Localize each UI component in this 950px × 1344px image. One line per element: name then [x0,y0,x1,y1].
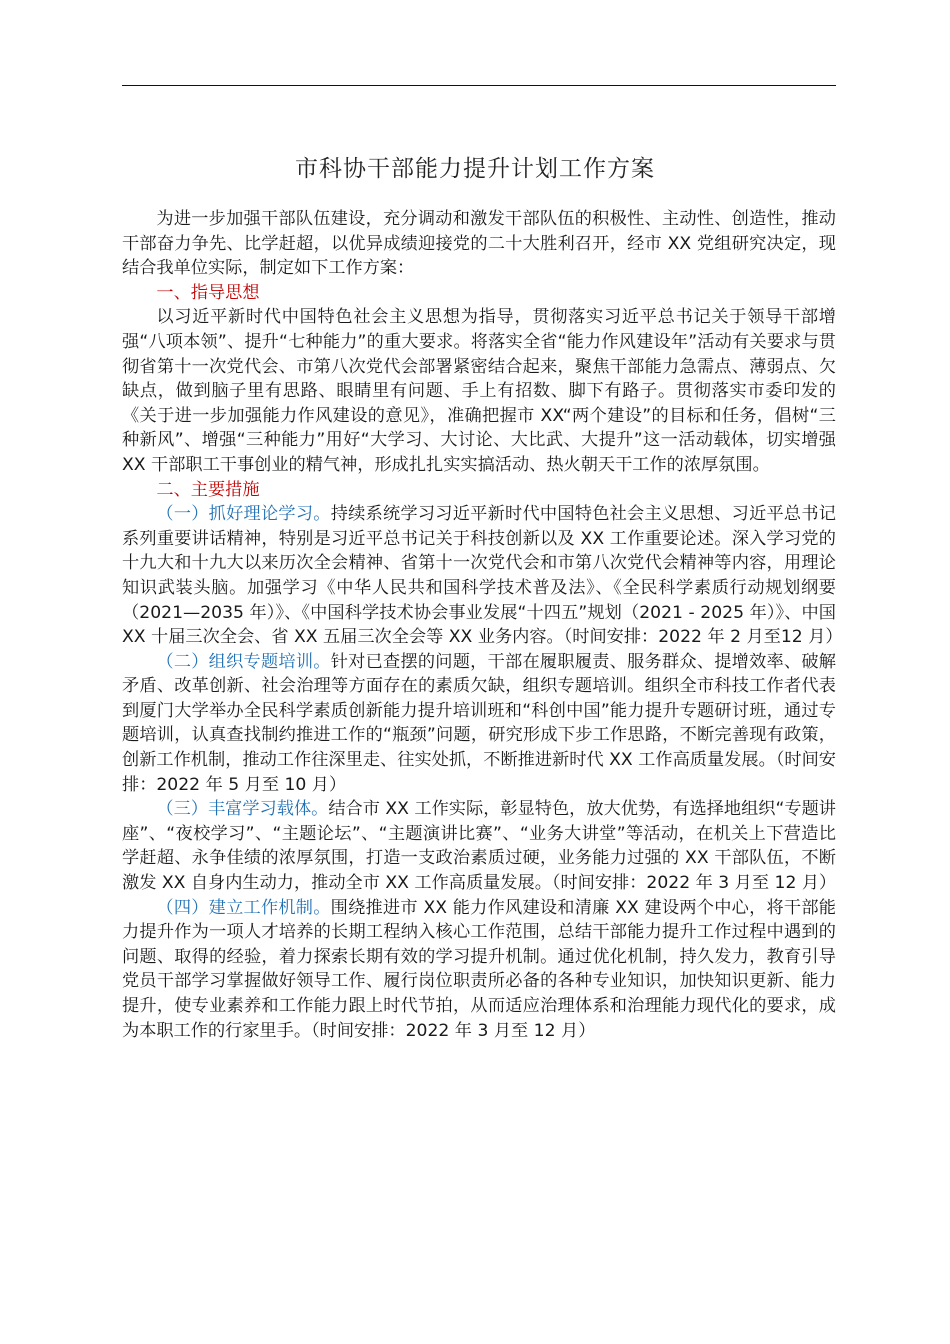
header-rule [122,85,836,86]
measure-label: （三）丰富学习载体。 [156,799,329,820]
section-heading-guiding: 一、指导思想 [156,282,260,303]
measure-item [122,650,836,798]
guiding-paragraph: 以习近平新时代中国特色社会主义思想为指导，贯彻落实习近平总书记关于领导干部增强“八项本领”、提升“七种能力”的重大要求。将落实全省“能力作风建设年”活动有关要求与贯彻省第十一次党代会、市第八次党代会部署紧密结合起来，聚焦干部能力急需点、薄弱点、欠缺点，做到脑子里有思路、眼睛里有问题、手上有招数、脚下有路子。贯彻落实市委印发的《关于进一步加强能力作风建设的意见》，准确把握市 XX“两个建设”的目标和任务，倡树“三种新风”、增强“三种能力”用好“大学习、大讨论、大比武、大提升”这一活动载体，切实增强 XX 干部职工干事创业的精气神，形成扎扎实实搞活动、热火朝天干工作的浓厚氛围。 [122,307,836,475]
measure-item [122,797,836,895]
measure-text: 围绕推进市 XX 能力作风建设和清廉 XX 建设两个中心，将干部能力提升作为一项人才培养的长期工程纳入核心工作范围，总结干部能力提升工作过程中遇到的问题、取得的经验，着力探索长期有效的学习提升机制。通过优化机制，持久发力，教育引导党员干部学习掌握做好领导工作、履行岗位职责所必备的各种专业知识，加快知识更新、能力提升，使专业素养和工作能力跟上时代节拍，从而适应治理体系和治理能力现代化的要求，成为本职工作的行家里手。（时间安排：2022 年 3 月至 12 月） [122,897,836,1041]
measure-label: （四）建立工作机制。 [156,897,331,918]
document-title: 市科协干部能力提升计划工作方案 [295,156,655,182]
measure-label: （一）抓好理论学习。 [156,504,331,525]
measure-label: （二）组织专题培训。 [156,651,331,672]
measure-item [122,502,843,650]
measure-text: 持续系统学习习近平新时代中国特色社会主义思想、习近平总书记系列重要讲话精神，特别是习近平总书记关于科技创新以及 XX 工作重要论述。深入学习党的十九大和十九大以来历次全会精神、省第十一次党代会和市第八次党代会精神等内容，用理论知识武装头脑。加强学习《中华人民共和国科学技术普及法》、《全民科学素质行动规划纲要（2021—2035 年）》、《中国科学技术协会事业发展“十四五”规划（2021 - 2025 年）》、中国 XX 十届三次全会、省 XX 五届三次全会等 XX 业务内容。（时间安排：2022 年 2 月至12 月） [122,504,843,648]
measure-text: 结合市 XX 工作实际，彰显特色，放大优势，有选择地组织“专题讲座”、“夜校学习”、“主题论坛”、“主题演讲比赛”、“业务大讲堂”等活动，在机关上下营造比学赶超、永争佳绩的浓厚氛围，打造一支政治素质过硬，业务能力过强的 XX 干部队伍，不断激发 XX 自身内生动力，推动全市 XX 工作高质量发展。（时间安排：2022 年 3 月至 12 月） [122,799,837,894]
measure-item [122,896,836,1044]
intro-paragraph: 为进一步加强干部队伍建设，充分调动和激发干部队伍的积极性、主动性、创造性，推动干部奋力争先、比学赶超，以优异成绩迎接党的二十大胜利召开，经市 XX 党组研究决定，现结合我单位实际，制定如下工作方案： [122,209,836,279]
document-body [122,207,843,1043]
section-heading-measures: 二、主要措施 [156,479,260,500]
measure-text: 针对已查摆的问题，干部在履职履责、服务群众、提增效率、破解矛盾、改革创新、社会治理等方面存在的素质欠缺，组织专题培训。组织全市科技工作者代表到厦门大学举办全民科学素质创新能力提升培训班和“科创中国”能力提升专题研讨班，通过专题培训，认真查找制约推进工作的“瓶颈”问题，研究形成下步工作思路，不断完善现有政策，创新工作机制，推动工作往深里走、往实处抓，不断推进新时代 XX 工作高质量发展。（时间安排：2022 年 5 月至 10 月） [122,651,836,795]
